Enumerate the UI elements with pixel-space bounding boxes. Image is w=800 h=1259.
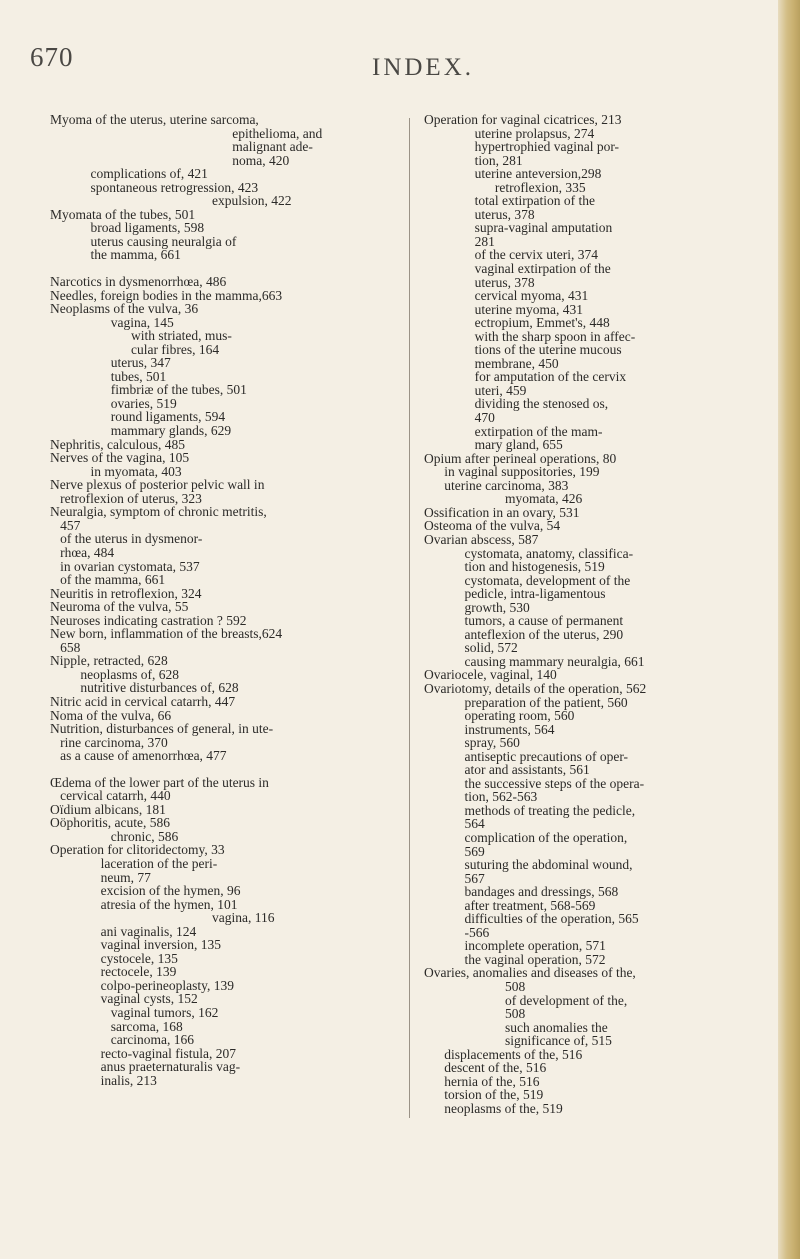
index-subentry: tubes, 501 xyxy=(110,368,167,384)
running-head: INDEX. xyxy=(372,54,475,81)
index-subentry: vaginal cysts, 152 xyxy=(100,991,198,1007)
index-heading-entry: Operation for vaginal cicatrices, 213 xyxy=(424,112,622,127)
index-heading-entry: Ovariocele, vaginal, 140 xyxy=(424,667,557,683)
index-subentry: growth, 530 xyxy=(464,599,530,615)
index-subentry: supra-vaginal amputation xyxy=(474,220,613,236)
index-subentry: cystomata, anatomy, classifica- xyxy=(464,545,634,561)
index-subentry: vaginal inversion, 135 xyxy=(100,937,221,953)
index-subentry: broad ligaments, 598 xyxy=(90,220,205,236)
index-subentry: dividing the stenosed os, xyxy=(474,396,609,412)
index-subentry: myomata, 426 xyxy=(505,491,583,507)
index-subentry: the mamma, 661 xyxy=(90,247,181,263)
index-subentry: rectocele, 139 xyxy=(100,964,177,980)
index-heading-entry: Operation for clitoridectomy, 33 xyxy=(50,842,225,858)
index-heading-entry: Opium after perineal operations, 80 xyxy=(424,450,617,466)
index-subentry: vaginal extirpation of the xyxy=(474,261,611,277)
index-subentry: incomplete operation, 571 xyxy=(464,938,606,954)
index-subentry: complications of, 421 xyxy=(90,166,208,182)
index-subentry: uterine myoma, 431 xyxy=(474,301,583,317)
index-subentry: round ligaments, 594 xyxy=(110,409,226,425)
index-subentry: uterine anteversion,298 xyxy=(474,166,602,182)
index-subentry: tumors, a cause of permanent xyxy=(464,613,624,629)
index-subentry: hernia of the, 516 xyxy=(444,1073,540,1089)
index-subentry: 567 xyxy=(464,870,485,886)
page-edge-shadow xyxy=(778,0,800,1259)
index-subentry: preparation of the patient, 560 xyxy=(464,694,628,710)
index-subentry: ovaries, 519 xyxy=(110,395,177,411)
index-subentry: neoplasms of the, 519 xyxy=(444,1100,563,1116)
index-heading-entry: Myoma of the uterus, uterine sarcoma, xyxy=(50,112,259,127)
index-subentry: uterus, 378 xyxy=(474,206,535,222)
index-subentry: 470 xyxy=(474,410,495,426)
index-subentry: 457 xyxy=(60,517,81,533)
index-subentry: chronic, 586 xyxy=(110,828,179,844)
index-heading-entry: Nutrition, disturbances of general, in ute- xyxy=(50,721,274,737)
index-subentry: cystocele, 135 xyxy=(100,950,178,966)
index-subentry: with the sharp spoon in affec- xyxy=(474,328,636,344)
index-subentry: torsion of the, 519 xyxy=(444,1087,544,1103)
index-subentry: expulsion, 422 xyxy=(212,193,292,209)
index-subentry: 564 xyxy=(464,816,485,832)
index-heading-entry: Ovariotomy, details of the operation, 562 xyxy=(424,680,647,696)
index-heading-entry: Oöphoritis, acute, 586 xyxy=(50,815,170,831)
index-heading-entry: Nerves of the vagina, 105 xyxy=(50,450,190,466)
index-subentry: epithelioma, and xyxy=(232,125,323,141)
index-subentry: rine carcinoma, 370 xyxy=(60,734,168,750)
index-subentry: 508 xyxy=(505,1006,526,1022)
index-subentry: of the mamma, 661 xyxy=(60,572,166,588)
index-subentry: neum, 77 xyxy=(100,869,151,885)
index-subentry: suturing the abdominal wound, xyxy=(464,857,633,873)
index-subentry: such anomalies the xyxy=(505,1019,608,1035)
index-column-right xyxy=(424,113,740,1115)
index-subentry: atresia of the hymen, 101 xyxy=(100,896,238,912)
index-heading-entry: Œdema of the lower part of the uterus in xyxy=(50,774,269,790)
index-heading-entry: Neuroses indicating castration ? 592 xyxy=(50,612,247,628)
index-subentry: ectropium, Emmet's, 448 xyxy=(474,315,610,331)
index-subentry: causing mammary neuralgia, 661 xyxy=(464,653,645,669)
index-subentry: with striated, mus- xyxy=(131,328,232,344)
index-subentry: 508 xyxy=(505,979,526,994)
index-subentry: tions of the uterine mucous xyxy=(474,342,622,358)
index-subentry: pedicle, intra-ligamentous xyxy=(464,586,606,602)
index-subentry: anus praeternaturalis vag- xyxy=(100,1059,241,1075)
index-heading-entry: New born, inflammation of the breasts,624 xyxy=(50,626,283,642)
index-heading-entry: Neuritis in retroflexion, 324 xyxy=(50,585,202,601)
index-heading-entry: Narcotics in dysmenorrhœa, 486 xyxy=(50,274,227,290)
index-subentry: neoplasms of, 628 xyxy=(80,666,179,682)
index-subentry: retroflexion of uterus, 323 xyxy=(60,490,202,506)
index-subentry: displacements of the, 516 xyxy=(444,1046,583,1062)
index-heading-entry: Oïdium albicans, 181 xyxy=(50,801,166,817)
index-subentry: uterine carcinoma, 383 xyxy=(444,477,569,493)
index-subentry: carcinoma, 166 xyxy=(110,1032,194,1048)
index-subentry: -566 xyxy=(464,924,490,940)
index-subentry: spray, 560 xyxy=(464,735,520,751)
index-subentry: the successive steps of the opera- xyxy=(464,775,645,791)
index-subentry: ator and assistants, 561 xyxy=(464,762,590,778)
index-subentry: rhœa, 484 xyxy=(60,544,115,560)
index-subentry: the vaginal operation, 572 xyxy=(464,951,606,967)
index-subentry: laceration of the peri- xyxy=(100,855,218,871)
index-subentry: of the cervix uteri, 374 xyxy=(474,247,598,263)
index-subentry: complication of the operation, xyxy=(464,829,628,845)
index-subentry: of the uterus in dysmenor- xyxy=(60,531,203,547)
index-subentry: spontaneous retrogression, 423 xyxy=(90,179,259,195)
index-subentry: uterus causing neuralgia of xyxy=(90,233,237,249)
index-subentry: vaginal tumors, 162 xyxy=(110,1005,219,1020)
index-subentry: total extirpation of the xyxy=(474,193,595,209)
index-heading-entry: Noma of the vulva, 66 xyxy=(50,707,172,723)
column-divider xyxy=(409,118,410,1118)
index-heading-entry: Nipple, retracted, 628 xyxy=(50,653,168,669)
index-subentry: colpo-perineoplasty, 139 xyxy=(100,977,234,993)
index-subentry: uterus, 378 xyxy=(474,274,535,290)
index-heading-entry: Nephritis, calculous, 485 xyxy=(50,436,185,452)
section-gap xyxy=(50,763,390,776)
index-subentry: anteflexion of the uterus, 290 xyxy=(464,626,624,642)
index-subentry: inalis, 213 xyxy=(100,1072,157,1088)
index-column-left xyxy=(50,113,390,1087)
index-subentry: mammary glands, 629 xyxy=(110,423,232,439)
index-heading-entry: Needles, foreign bodies in the mamma,663 xyxy=(50,287,283,303)
index-subentry: extirpation of the mam- xyxy=(474,423,603,439)
index-subentry: after treatment, 568-569 xyxy=(464,897,596,913)
index-subentry: noma, 420 xyxy=(232,152,290,168)
index-heading-entry: Nerve plexus of posterior pelvic wall in xyxy=(50,477,265,493)
index-subentry: cervical catarrh, 440 xyxy=(60,788,171,804)
index-subentry: cervical myoma, 431 xyxy=(474,288,589,304)
index-heading-entry: Nitric acid in cervical catarrh, 447 xyxy=(50,693,236,709)
index-subentry: bandages and dressings, 568 xyxy=(464,884,619,900)
index-subentry: tion and histogenesis, 519 xyxy=(464,559,605,575)
index-subentry: uteri, 459 xyxy=(474,382,527,398)
index-subentry: cystomata, development of the xyxy=(464,572,631,588)
index-heading-entry: Ossification in an ovary, 531 xyxy=(424,504,580,520)
index-subentry: malignant ade- xyxy=(232,139,313,155)
index-subentry: fimbriæ of the tubes, 501 xyxy=(110,382,247,398)
index-subentry: operating room, 560 xyxy=(464,708,575,724)
index-subentry: as a cause of amenorrhœa, 477 xyxy=(60,748,227,764)
index-subentry: tion, 281 xyxy=(474,152,523,168)
index-subentry: hypertrophied vaginal por- xyxy=(474,139,620,155)
index-subentry: in ovarian cystomata, 537 xyxy=(60,558,200,574)
index-subentry: uterus, 347 xyxy=(110,355,171,371)
index-subentry: excision of the hymen, 96 xyxy=(100,883,241,899)
index-heading-entry: Neuralgia, symptom of chronic metritis, xyxy=(50,504,267,520)
index-heading-entry: Neuroma of the vulva, 55 xyxy=(50,599,189,615)
index-subentry: recto-vaginal fistula, 207 xyxy=(100,1045,236,1061)
index-subentry: uterine prolapsus, 274 xyxy=(474,125,595,141)
index-subentry: significance of, 515 xyxy=(505,1033,612,1049)
index-subentry: vagina, 145 xyxy=(110,314,174,330)
index-subentry: solid, 572 xyxy=(464,640,518,656)
index-subentry: in myomata, 403 xyxy=(90,463,182,479)
index-subentry: for amputation of the cervix xyxy=(474,369,627,385)
index-subentry: methods of treating the pedicle, xyxy=(464,802,636,818)
index-subentry: antiseptic precautions of oper- xyxy=(464,748,629,764)
index-subentry: nutritive disturbances of, 628 xyxy=(80,680,239,696)
index-subentry: ani vaginalis, 124 xyxy=(100,923,197,939)
index-subentry: difficulties of the operation, 565 xyxy=(464,911,639,927)
index-subentry: in vaginal suppositories, 199 xyxy=(444,464,600,480)
index-subentry: tion, 562-563 xyxy=(464,789,538,805)
index-heading-entry: Ovaries, anomalies and diseases of the, xyxy=(424,965,636,981)
index-subentry: retroflexion, 335 xyxy=(494,179,586,195)
index-subentry: of development of the, xyxy=(505,992,628,1008)
index-heading-entry: Neoplasms of the vulva, 36 xyxy=(50,301,199,317)
index-heading-entry: Osteoma of the vulva, 54 xyxy=(424,518,561,534)
index-subentry: mary gland, 655 xyxy=(474,437,563,453)
page-number: 670 xyxy=(30,42,74,72)
index-heading-entry: Ovarian abscess, 587 xyxy=(424,531,539,547)
index-subentry: vagina, 116 xyxy=(212,910,275,926)
index-subentry: 569 xyxy=(464,843,485,859)
index-subentry: 281 xyxy=(474,233,495,249)
index-subentry: 658 xyxy=(60,639,81,655)
index-subentry: membrane, 450 xyxy=(474,355,559,371)
index-subentry: instruments, 564 xyxy=(464,721,555,737)
index-subentry: sarcoma, 168 xyxy=(110,1018,183,1034)
index-subentry: cular fibres, 164 xyxy=(131,341,220,357)
index-heading-entry: Myomata of the tubes, 501 xyxy=(50,206,196,222)
index-subentry: descent of the, 516 xyxy=(444,1060,547,1076)
